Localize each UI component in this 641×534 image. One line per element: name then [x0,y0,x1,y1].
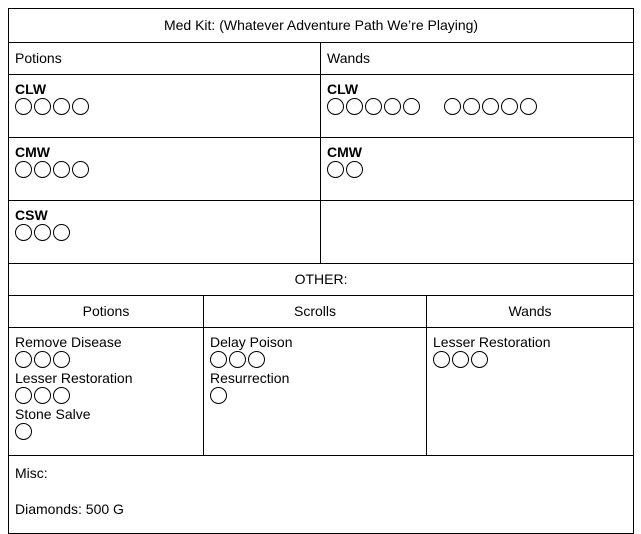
checkbox-circle[interactable] [433,351,450,368]
checkbox-circle[interactable] [346,161,363,178]
stone-salve-checkboxes [15,423,197,443]
checkbox-circle[interactable] [452,351,469,368]
checkbox-circle[interactable] [34,224,51,241]
diamonds-text: Diamonds: 500 G [15,501,124,517]
lesser-restoration-potion-checkboxes [15,387,197,407]
delay-poison-label: Delay Poison [210,334,293,350]
checkbox-circle[interactable] [15,423,32,440]
checkbox-circle[interactable] [327,161,344,178]
checkbox-circle[interactable] [248,351,265,368]
other-header: OTHER: [9,264,634,296]
potion-csw-cell [9,201,321,264]
med-kit-table [8,8,634,534]
checkbox-circle[interactable] [15,161,32,178]
wand-cmw-checkboxes [327,161,627,181]
wands-header: Wands [321,43,634,75]
checkbox-circle[interactable] [34,387,51,404]
potion-cmw-cell [9,138,321,201]
checkbox-circle[interactable] [15,387,32,404]
checkbox-circle[interactable] [471,351,488,368]
lesser-restoration-wand-checkboxes [433,351,627,371]
potion-cmw-label: CMW [15,144,50,160]
checkbox-circle[interactable] [346,98,363,115]
resurrection-label: Resurrection [210,370,290,386]
wand-clw-cell [321,75,634,138]
checkbox-circle[interactable] [34,98,51,115]
checkbox-circle[interactable] [229,351,246,368]
checkbox-circle[interactable] [53,224,70,241]
lesser-restoration-wand-label: Lesser Restoration [433,334,551,350]
checkbox-circle[interactable] [210,387,227,404]
checkbox-circle[interactable] [501,98,518,115]
checkbox-circle[interactable] [34,351,51,368]
stone-salve-label: Stone Salve [15,406,91,422]
checkbox-circle[interactable] [53,387,70,404]
misc-label: Misc: [15,465,48,481]
wand-cmw-label: CMW [327,144,362,160]
page-title: Med Kit: (Whatever Adventure Path We’re Playing) [9,9,634,43]
checkbox-circle[interactable] [34,161,51,178]
potion-clw-label: CLW [15,81,47,97]
checkbox-circle[interactable] [520,98,537,115]
checkbox-circle[interactable] [15,98,32,115]
remove-disease-checkboxes [15,351,197,371]
checkbox-circle[interactable] [444,98,461,115]
wand-cmw-cell [321,138,634,201]
other-potions-cell [9,328,204,456]
potion-clw-cell [9,75,321,138]
delay-poison-checkboxes [210,351,420,371]
remove-disease-label: Remove Disease [15,334,122,350]
wand-empty-cell [321,201,634,264]
potion-cmw-checkboxes [15,161,314,181]
checkbox-circle[interactable] [365,98,382,115]
checkbox-circle[interactable] [53,161,70,178]
checkbox-circle[interactable] [403,98,420,115]
checkbox-circle[interactable] [327,98,344,115]
misc-cell [9,456,634,534]
checkbox-circle[interactable] [482,98,499,115]
checkbox-circle[interactable] [72,161,89,178]
potion-csw-checkboxes [15,224,314,244]
checkbox-circle[interactable] [53,98,70,115]
potion-csw-label: CSW [15,207,48,223]
lesser-restoration-potion-label: Lesser Restoration [15,370,133,386]
checkbox-circle[interactable] [15,224,32,241]
other-scrolls-header: Scrolls [204,296,427,328]
checkbox-circle[interactable] [463,98,480,115]
other-scrolls-cell [204,328,427,456]
other-wands-cell [427,328,634,456]
checkbox-circle[interactable] [15,351,32,368]
other-potions-header: Potions [9,296,204,328]
wand-clw-checkboxes [327,98,627,118]
potion-clw-checkboxes [15,98,314,118]
checkbox-circle[interactable] [72,98,89,115]
potions-header: Potions [9,43,321,75]
other-wands-header: Wands [427,296,634,328]
checkbox-circle[interactable] [210,351,227,368]
med-kit-sheet [8,8,633,534]
wand-clw-label: CLW [327,81,359,97]
checkbox-circle[interactable] [384,98,401,115]
resurrection-checkboxes [210,387,420,407]
checkbox-circle[interactable] [53,351,70,368]
